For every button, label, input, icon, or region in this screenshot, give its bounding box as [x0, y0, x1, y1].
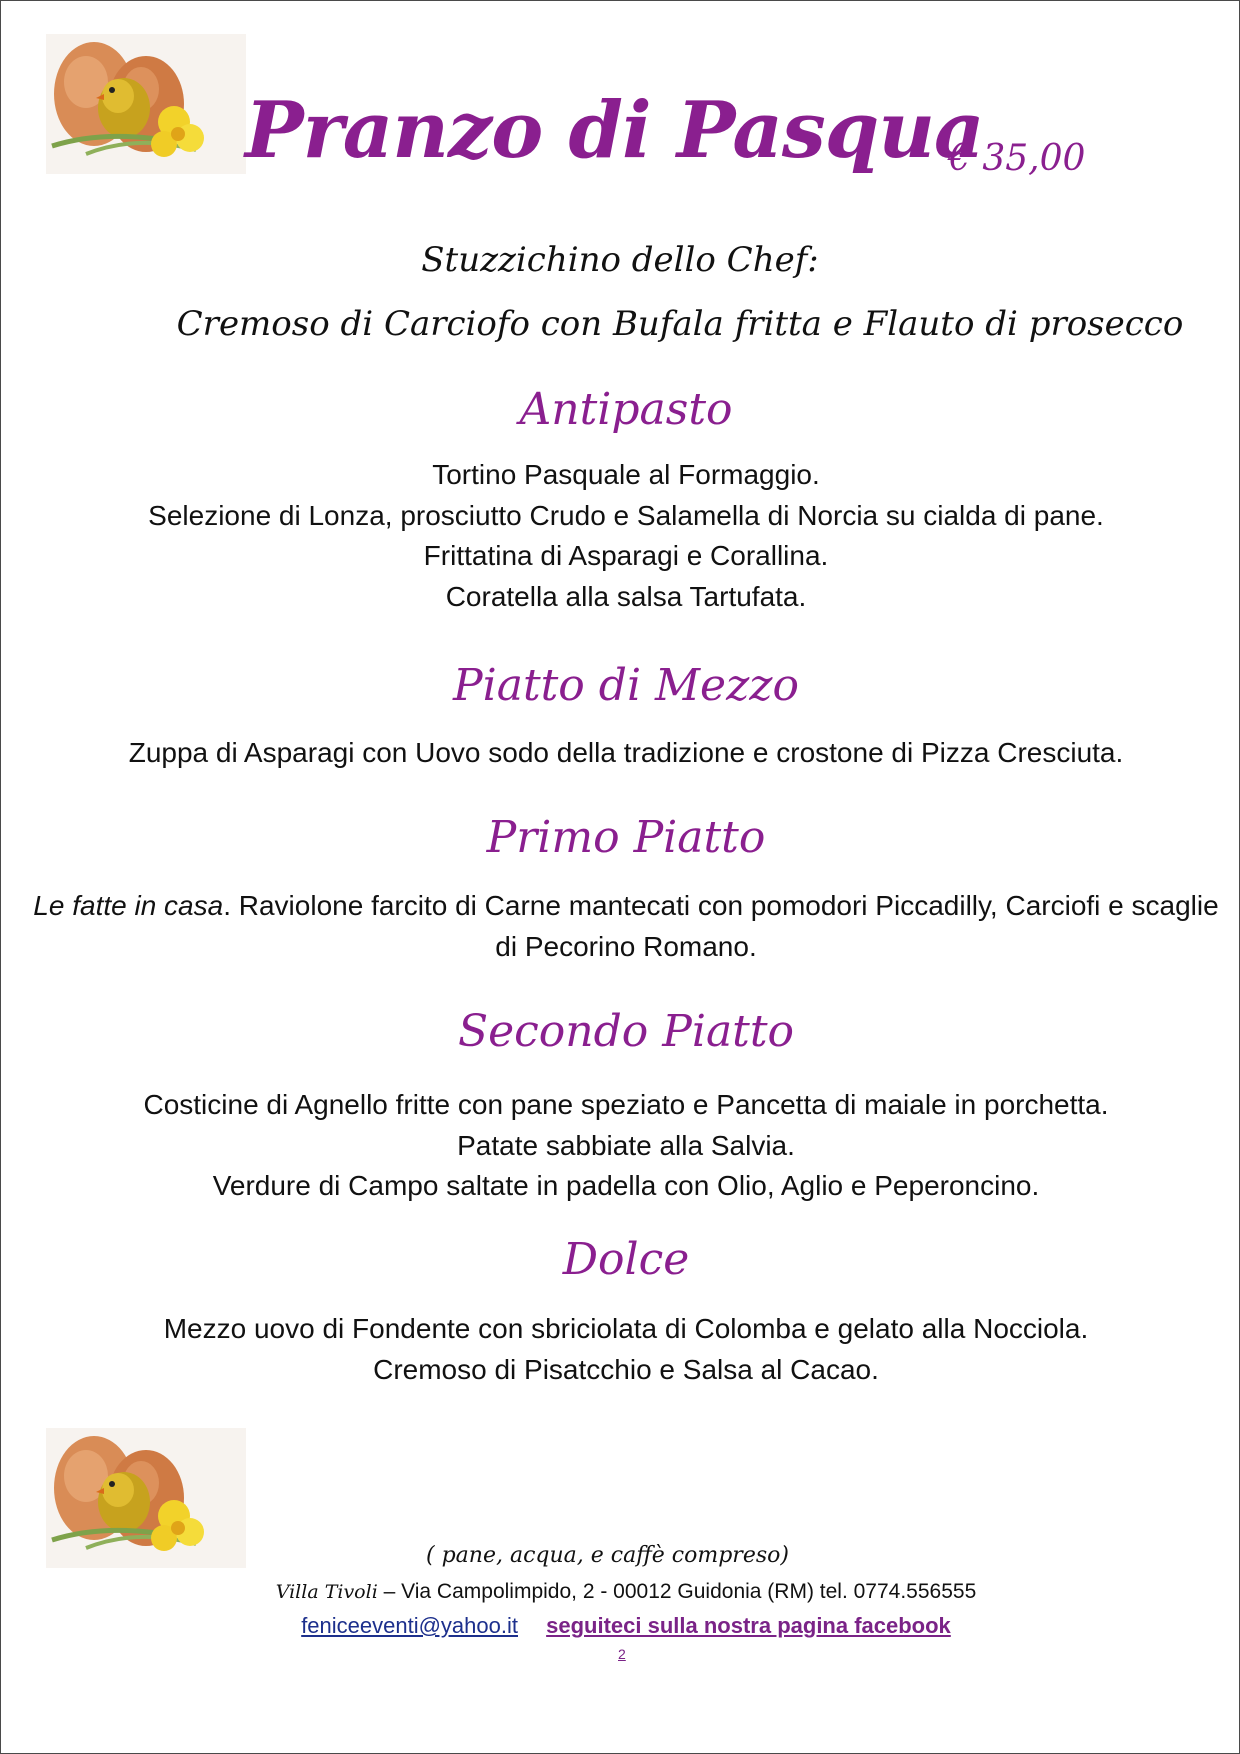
menu-item-text: . Raviolone farcito di Carne mantecati con pomodori Piccadilly, Carciofi e scaglie di Pecorino Romano.	[223, 890, 1219, 962]
menu-item: Verdure di Campo saltate in padella con Olio, Aglio e Peperoncino.	[212, 1170, 1040, 1201]
address-text: – Via Campolimpido, 2 - 00012 Guidonia (RM) tel. 0774.556555	[377, 1580, 977, 1603]
menu-item: Zuppa di Asparagi con Uovo sodo della tradizione e crostone di Pizza Cresciuta.	[128, 737, 1124, 768]
menu-item: Selezione di Lonza, prosciutto Crudo e Salamella di Norcia su cialda di pane.	[148, 499, 1104, 531]
section-dolce-items	[20, 1309, 1232, 1390]
page-number: 2	[618, 1646, 626, 1662]
menu-item-italic-prefix: Le fatte in casa	[33, 890, 224, 921]
footer-note: ( pane, acqua, e caffè compreso)	[426, 1543, 789, 1568]
section-heading-antipasto: Antipasto	[519, 384, 733, 435]
menu-title: Pranzo di Pasqua	[245, 85, 984, 176]
menu-item: Frittatina di Asparagi e Corallina.	[423, 540, 829, 571]
starter-dish: Cremoso di Carciofo con Bufala fritta e Flauto di prosecco	[176, 304, 1184, 344]
menu-item	[20, 886, 1232, 967]
section-primo-piatto-items	[20, 886, 1232, 967]
menu-item: Patate sabbiate alla Salvia.	[457, 1129, 795, 1161]
section-heading-piatto-di-mezzo: Piatto di Mezzo	[453, 660, 799, 711]
starter-label: Stuzzichino dello Chef:	[421, 240, 819, 280]
section-heading-secondo-piatto: Secondo Piatto	[457, 1006, 795, 1057]
section-piatto-di-mezzo-items	[20, 733, 1232, 774]
menu-item: Cremoso di Pisatcchio e Salsa al Cacao.	[373, 1353, 879, 1385]
footer-address	[0, 1580, 1240, 1604]
facebook-link[interactable]: seguiteci sulla nostra pagina facebook	[546, 1613, 951, 1638]
email-link[interactable]: feniceeventi@yahoo.it	[301, 1613, 518, 1638]
menu-item: Coratella alla salsa Tartufata.	[445, 580, 807, 612]
menu-item: Mezzo uovo di Fondente con sbriciolata di Colomba e gelato alla Nocciola.	[163, 1313, 1089, 1344]
easter-eggs-chick-image	[46, 1428, 246, 1568]
section-heading-primo-piatto: Primo Piatto	[486, 812, 766, 863]
easter-eggs-chick-image	[46, 34, 246, 174]
menu-price: € 35,00	[948, 138, 1086, 179]
menu-item: Tortino Pasquale al Formaggio.	[432, 459, 820, 490]
section-antipasto-items	[20, 455, 1232, 617]
venue-name: Villa Tivoli	[275, 1581, 378, 1603]
section-secondo-piatto-items	[20, 1085, 1232, 1207]
menu-item: Costicine di Agnello fritte con pane speziato e Pancetta di maiale in porchetta.	[143, 1089, 1109, 1120]
footer-links	[0, 1613, 1240, 1639]
section-heading-dolce: Dolce	[562, 1234, 690, 1285]
